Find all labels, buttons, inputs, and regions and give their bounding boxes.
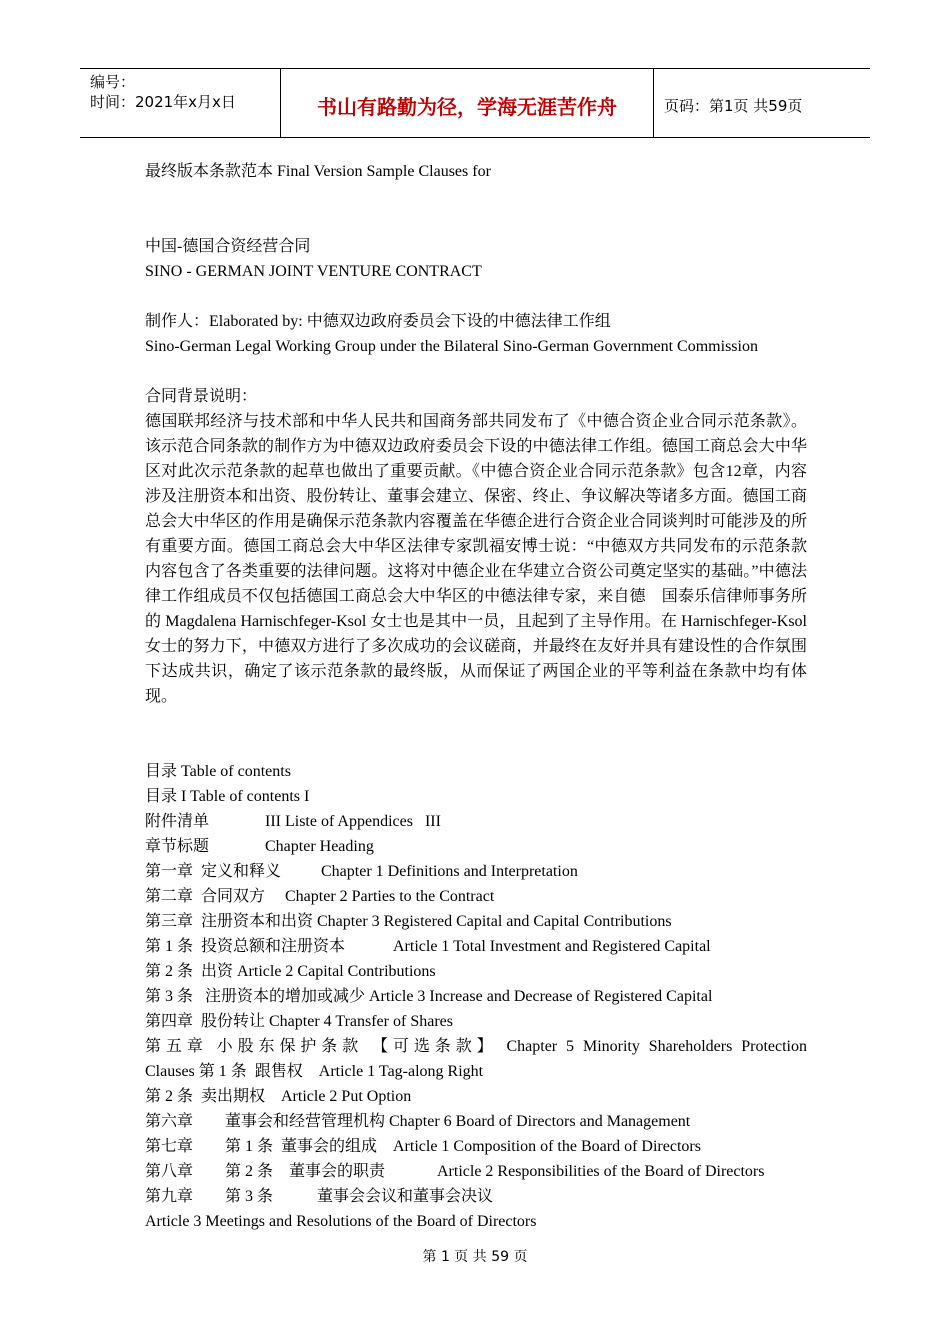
document-body	[145, 159, 807, 1234]
toc-line: 第 1 条 投资总额和注册资本 Article 1 Total Investment and Registered Capital	[145, 938, 711, 955]
toc-line: 第三章 注册资本和出资 Chapter 3 Registered Capital and Capital Contributions	[145, 913, 672, 930]
toc-line: 目录 I Table of contents I	[145, 788, 310, 805]
toc-line: 第 3 条 注册资本的增加或减少 Article 3 Increase and Decrease of Registered Capital	[145, 988, 713, 1005]
toc-line: 第九章 第 3 条 董事会会议和董事会决议	[145, 1188, 494, 1205]
toc-line: 第二章 合同双方 Chapter 2 Parties to the Contract	[145, 888, 495, 905]
header-motto: 书山有路勤为径，学海无涯苦作舟	[281, 69, 654, 137]
header-meta-cell	[80, 69, 281, 137]
toc-line: 第一章 定义和释义 Chapter 1 Definitions and Interpretation	[145, 863, 578, 880]
maker-en: Sino-German Legal Working Group under the Bilateral Sino-German Government Commission	[145, 338, 758, 355]
toc-line: 第 2 条 出资 Article 2 Capital Contributions	[145, 963, 436, 980]
background-text: 德国联邦经济与技术部和中华人民共和国商务部共同发布了《中德合资企业合同示范条款》。该示范合同条款的制作方为中德双边政府委员会下设的中德法律工作组。德国工商总会大中华区对此次示范条款的起草也做出了重要贡献。《中德合资企业合同示范条款》包含12章，内容涉及注册资本和出资、股份转让、董事会建立、保密、终止、争议解决等诸多方面。德国工商总会大中华区的作用是确保示范条款内容覆盖在华德企进行合资企业合同谈判时可能涉及的所有重要方面。德国工商总会大中华区法律专家凯福安博士说：“中德双方共同发布的示范条款内容包含了各类重要的法律问题。这将对中德企业在华建立合资公司奠定坚实的基础。”中德法律工作组成员不仅包括德国工商总会大中华区的中德法律专家，来自德 国泰乐信律师事务所的 Magdalena Harnischfeger-Ksol 女士也是其中一员，且起到了主导作用。在 Harnischfeger-Ksol 女士的努力下，中德双方进行了多次成功的会议磋商，并最终在友好并具有建设性的合作氛围下达成共识，确定了该示范条款的最终版，从而保证了两国企业的平等利益在条款中均有体现。	[145, 413, 807, 705]
toc-line: 第 2 条 卖出期权 Article 2 Put Option	[145, 1088, 412, 1105]
toc-line: 第六章 董事会和经营管理机构 Chapter 6 Board of Directors and Management	[145, 1113, 691, 1130]
time-label: 时间：2021年x月x日	[90, 93, 236, 111]
toc-line: Clauses 第 1 条 跟售权 Article 1 Tag-along Right	[145, 1063, 484, 1080]
version-line: 最终版本条款范本 Final Version Sample Clauses for	[145, 163, 491, 180]
toc-line: 目录 Table of contents	[145, 763, 291, 780]
document-header	[80, 68, 870, 138]
toc-line: 章节标题 Chapter Heading	[145, 838, 374, 855]
toc-line: 附件清单 III Liste of Appendices III	[145, 813, 441, 830]
number-label: 编号：	[90, 73, 136, 91]
contract-title-en: SINO - GERMAN JOINT VENTURE CONTRACT	[145, 263, 482, 280]
background-label: 合同背景说明：	[145, 388, 258, 405]
contract-title-cn: 中国-德国合资经营合同	[145, 238, 311, 255]
toc-line: 第八章 第 2 条 董事会的职责 Article 2 Responsibilities of the Board of Directors	[145, 1163, 765, 1180]
toc-line: 第四章 股份转让 Chapter 4 Transfer of Shares	[145, 1013, 453, 1030]
toc-line: Article 3 Meetings and Resolutions of the Board of Directors	[145, 1213, 537, 1230]
page-footer: 第 1 页 共 59 页	[422, 1249, 528, 1265]
maker-line: 制作人：Elaborated by: 中德双边政府委员会下设的中德法律工作组	[145, 313, 611, 330]
toc-line: 第七章 第 1 条 董事会的组成 Article 1 Composition of the Board of Directors	[145, 1138, 701, 1155]
toc-line: 第五章 小股东保护条款 【可选条款】 Chapter 5 Minority Shareholders Protection	[145, 1038, 807, 1055]
header-page-info: 页码：第1页 共59页	[664, 96, 803, 115]
